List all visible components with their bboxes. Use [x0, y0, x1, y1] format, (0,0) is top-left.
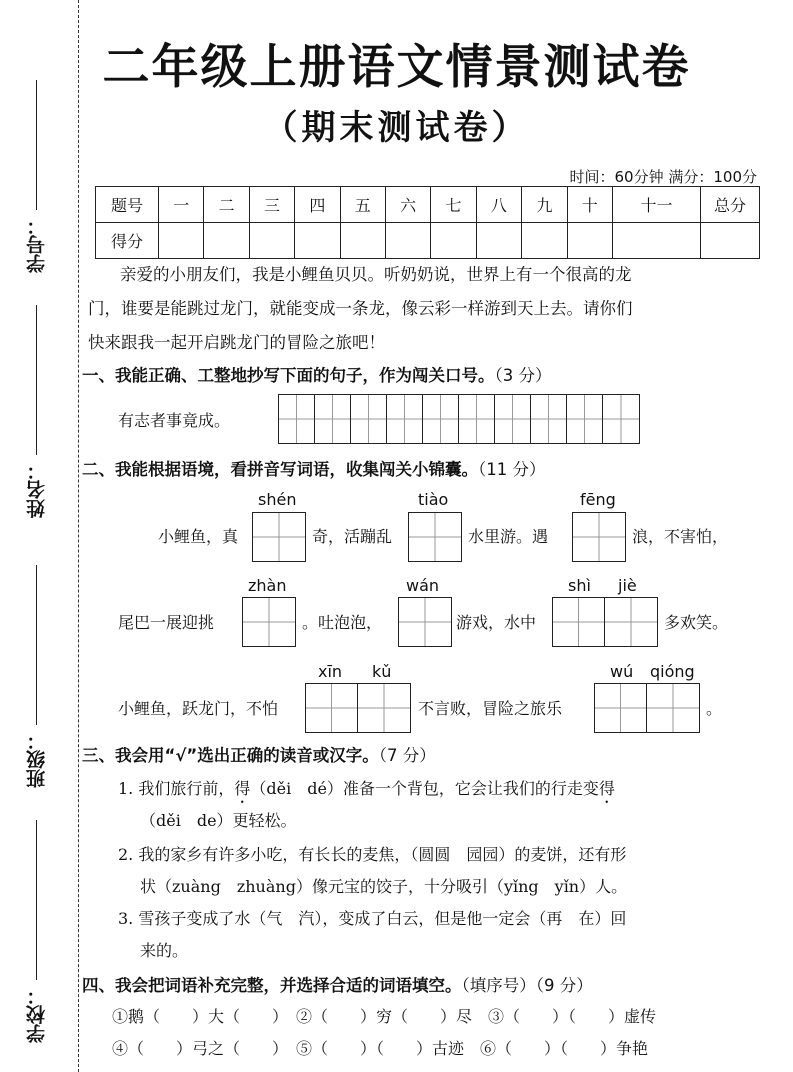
col-9: 九 — [522, 187, 567, 223]
pinyin-shi: shì — [568, 576, 591, 595]
row3-text-2: 不言败，冒险之旅乐 — [418, 699, 563, 718]
q1-line-1 — [118, 776, 615, 807]
answer-box-wan[interactable] — [398, 597, 452, 647]
grid-cell[interactable] — [387, 395, 423, 443]
score-cell[interactable] — [249, 223, 294, 259]
pinyin-xin: xīn — [318, 662, 343, 681]
row2-text-2: 。吐泡泡， — [302, 613, 383, 632]
score-cell[interactable] — [340, 223, 385, 259]
section1-points: （3 分） — [494, 366, 552, 385]
school-field[interactable] — [14, 820, 58, 1043]
row1-text-1: 小鲤鱼，真 — [158, 527, 239, 546]
score-cell[interactable] — [476, 223, 521, 259]
school-line — [36, 820, 37, 980]
intro-paragraph — [88, 258, 758, 360]
score-table-header-row — [96, 187, 760, 223]
time-info: 时间：60分钟 满分：100分 — [569, 168, 757, 186]
class-line — [36, 565, 37, 725]
pinyin-qiong: qióng — [650, 662, 695, 681]
score-cell[interactable] — [612, 223, 700, 259]
grid-cell[interactable] — [423, 395, 459, 443]
grid-cell[interactable] — [358, 684, 410, 732]
grid-cell[interactable] — [243, 598, 295, 646]
score-cell[interactable] — [431, 223, 476, 259]
row3-text-3: 。 — [706, 699, 723, 718]
score-cell[interactable] — [385, 223, 430, 259]
binding-dashed-line — [78, 0, 79, 1072]
grid-cell[interactable] — [603, 395, 639, 443]
score-cell[interactable] — [295, 223, 340, 259]
name-line — [36, 305, 37, 455]
section1-heading — [82, 362, 552, 386]
section3-points: （7 分） — [378, 746, 436, 765]
answer-box-zhan[interactable] — [242, 597, 296, 647]
col-8: 八 — [476, 187, 521, 223]
grid-cell[interactable] — [553, 598, 605, 646]
row1-text-4: 浪，不害怕， — [632, 527, 729, 546]
class-field[interactable] — [14, 565, 58, 788]
score-row1-label: 题号 — [96, 187, 159, 223]
q1-text-c[interactable]: （děi dé）准备一个背包，它会让我们的行走变 — [250, 779, 599, 798]
row3-text-1: 小鲤鱼，跃龙门，不怕 — [118, 699, 279, 718]
q1-dotted-de-1: 得 — [234, 779, 251, 798]
section3-heading — [82, 742, 436, 766]
col-1: 一 — [159, 187, 204, 223]
pinyin-jie: jiè — [618, 576, 637, 595]
section2-points: （11 分） — [478, 460, 546, 479]
col-3: 三 — [249, 187, 294, 223]
answer-box-shen[interactable] — [252, 512, 306, 562]
pinyin-wan: wán — [406, 576, 440, 595]
section2-title: 二、我能根据语境，看拼音写词语，收集闯关小锦囊。 — [82, 460, 478, 479]
pinyin-ku: kǔ — [372, 662, 392, 681]
pinyin-tiao: tiào — [418, 490, 449, 509]
intro-line-3: 快来跟我一起开启跳龙门的冒险之旅吧！ — [88, 333, 385, 352]
row1-text-2: 奇，活蹦乱 — [312, 527, 393, 546]
answer-box-tiao[interactable] — [408, 512, 462, 562]
grid-cell[interactable] — [531, 395, 567, 443]
row1-text-3: 水里游。遇 — [468, 527, 549, 546]
row2-text-4: 多欢笑。 — [664, 613, 729, 632]
pinyin-zhan: zhàn — [248, 576, 287, 595]
q1-line-2[interactable]: （děi de）更轻松。 — [140, 811, 297, 830]
grid-cell[interactable] — [279, 395, 315, 443]
section4-title: 四、我会把词语补充完整，并选择合适的词语填空。 — [82, 976, 462, 995]
q2-line-2[interactable]: 状（zuàng zhuàng）像元宝的饺子，十分吸引（yǐng yǐn）人。 — [140, 877, 628, 896]
name-label: 姓名： — [25, 461, 48, 518]
answer-box-xinku[interactable] — [305, 683, 411, 733]
page-title: 二年级上册语文情景测试卷 — [102, 40, 691, 95]
pinyin-shen: shén — [258, 490, 297, 509]
score-cell[interactable] — [522, 223, 567, 259]
col-7: 七 — [431, 187, 476, 223]
grid-cell[interactable] — [306, 684, 358, 732]
grid-cell[interactable] — [567, 395, 603, 443]
q3-line-1[interactable]: 3. 雪孩子变成了水（气 汽），变成了白云，但是他一定会（再 在）回 — [118, 909, 627, 928]
intro-line-2: 门，谁要是能跳过龙门，就能变成一条龙，像云彩一样游到天上去。请你们 — [88, 299, 633, 318]
section2-heading — [82, 456, 546, 480]
q1-dotted-de-2: 得 — [598, 779, 615, 798]
score-table-score-row — [96, 223, 760, 259]
school-label: 学校： — [25, 986, 48, 1043]
col-2: 二 — [204, 187, 249, 223]
score-cell[interactable] — [159, 223, 204, 259]
answer-box-shijie[interactable] — [552, 597, 658, 647]
grid-cell[interactable] — [253, 513, 305, 561]
grid-cell[interactable] — [605, 598, 657, 646]
section4-line-1[interactable]: ①鹅（ ）大（ ） ②（ ）穷（ ）尽 ③（ ）（ ）虚传 — [112, 1007, 657, 1026]
grid-cell[interactable] — [495, 395, 531, 443]
col-11: 十一 — [612, 187, 700, 223]
section3-title: 三、我会用“√”选出正确的读音或汉字。 — [82, 746, 379, 765]
name-field[interactable] — [14, 305, 58, 518]
pinyin-wu: wú — [610, 662, 634, 681]
score-cell[interactable] — [567, 223, 612, 259]
grid-cell[interactable] — [459, 395, 495, 443]
col-6: 六 — [385, 187, 430, 223]
row2-text-3: 游戏，水中 — [456, 613, 537, 632]
section1-writing-grid[interactable] — [278, 394, 640, 444]
q2-line-1[interactable]: 2. 我的家乡有许多小吃，有长长的麦焦，（圆圆 园园）的麦饼，还有形 — [118, 845, 627, 864]
col-4: 四 — [295, 187, 340, 223]
score-cell[interactable] — [701, 223, 760, 259]
q1-text-a: 1. 我们旅行前， — [118, 779, 235, 798]
class-label: 班级： — [25, 731, 48, 788]
section4-points: （填序号）（9 分） — [461, 976, 593, 995]
col-total: 总分 — [701, 187, 760, 223]
student-no-label: 学号： — [25, 216, 48, 273]
score-table — [95, 186, 760, 259]
col-5: 五 — [340, 187, 385, 223]
section1-sentence: 有志者事竟成。 — [118, 411, 231, 430]
answer-box-feng[interactable] — [572, 512, 626, 562]
answer-box-wuqiong[interactable] — [594, 683, 700, 733]
intro-line-1: 亲爱的小朋友们，我是小鲤鱼贝贝。听奶奶说，世界上有一个很高的龙 — [120, 265, 632, 284]
pinyin-feng: fēng — [580, 490, 616, 509]
grid-cell[interactable] — [315, 395, 351, 443]
grid-cell[interactable] — [351, 395, 387, 443]
score-row2-label: 得分 — [96, 223, 159, 259]
q3-line-2: 来的。 — [140, 941, 189, 960]
grid-cell[interactable] — [399, 598, 451, 646]
page-subtitle: （期末测试卷） — [263, 108, 530, 148]
section4-line-2[interactable]: ④（ ）弓之（ ） ⑤（ ）（ ）古迹 ⑥（ ）（ ）争艳 — [112, 1039, 649, 1058]
grid-cell[interactable] — [573, 513, 625, 561]
grid-cell[interactable] — [409, 513, 461, 561]
col-10: 十 — [567, 187, 612, 223]
grid-cell[interactable] — [595, 684, 647, 732]
row2-text-1: 尾巴一展迎挑 — [118, 613, 215, 632]
section1-title: 一、我能正确、工整地抄写下面的句子，作为闯关口号。 — [82, 366, 495, 385]
section4-heading — [82, 972, 593, 996]
score-cell[interactable] — [204, 223, 249, 259]
grid-cell[interactable] — [647, 684, 699, 732]
